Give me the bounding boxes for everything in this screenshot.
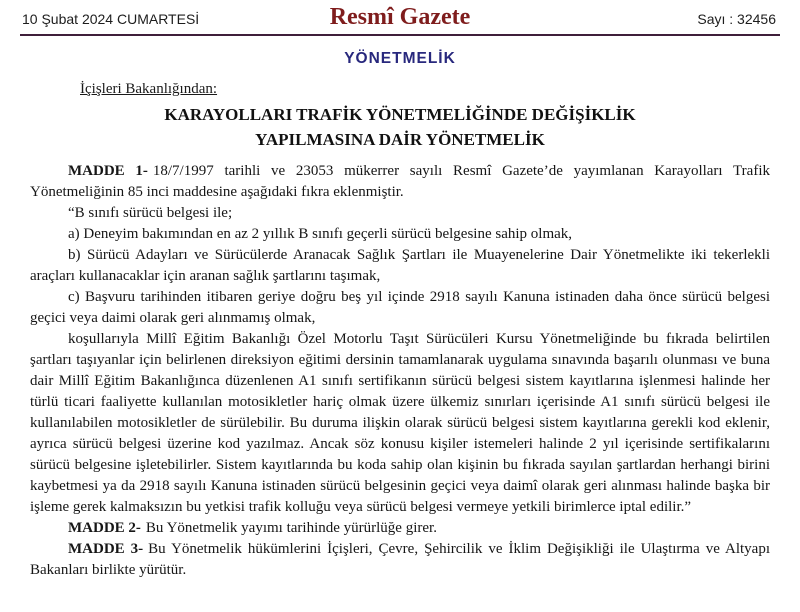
issue-date: 10 Şubat 2024 CUMARTESİ: [22, 11, 200, 27]
madde-2-text: Bu Yönetmelik yayımı tarihinde yürürlüğe girer.: [145, 520, 437, 537]
issue-number: Sayı : 32456: [697, 11, 776, 27]
madde-3-text: Bu Yönetmelik hükümlerini İçişleri, Çevre, Şehircilik ve İklim Değişikliği ile Ulaştırma ve Altyapı Bakanları birlikte yürütür.: [30, 541, 770, 579]
paragraph-clause-a: [30, 224, 770, 245]
madde-1-label: MADDE 1-: [68, 163, 148, 180]
madde-1-text: 18/7/1997 tarihli ve 23053 mükerrer sayılı Resmî Gazete’de yayımlanan Karayolları Trafik Yönetmeliğinin 85 inci maddesine aşağıdaki fıkra eklenmiştir.: [30, 163, 771, 201]
paragraph-clause-intro: [30, 203, 770, 224]
regulation-title-line2: YAPILMASINA DAİR YÖNETMELİK: [255, 129, 545, 149]
header-divider: [20, 34, 780, 36]
paragraph-clause-b: [30, 245, 770, 287]
section-heading: YÖNETMELİK: [344, 50, 456, 67]
regulation-title: [30, 103, 770, 152]
ministry-line: İçişleri Bakanlığından:: [80, 81, 218, 97]
conditions-text: koşullarıyla Millî Eğitim Bakanlığı Özel Motorlu Taşıt Sürücüleri Kursu Yönetmeliğinde bu fıkrada belirtilen şartları taşıyanlar için belirlenen direksiyon eğitimi dersinin tamamlanarak uygulama sınavında başarılı olunması ve buna dair Millî Eğitim Bakanlığınca düzenlenen A1 sınıfı sertifikanın sürücü belgesi sistem kayıtlarına işlenmesi halinde her türlü ticari faaliyette kullanılan motosikletler hariç olmak üzere ülkemiz sınırları içerisinde A1 sınıfı sürücü belgesi ile kullanılabilen motosikletler de sürülebilir. Bu duruma ilişkin olarak sürücü belgesi sistem kayıtlarına gerekli kod eklenir, ayrıca sürücü belgesi üzerine kod yazılmaz. Ancak söz konusu kişiler istemeleri halinde 2 yıl içerisinde sertifikalarını sürücü belgesine işletebilirler. Sistem kayıtlarında bu koda sahip olan kişinin bu fıkrada sayılan şartlardan herhangi birini kaybetmesi ya da 2918 sayılı Kanuna istinaden sürücü belgesinin geçici veya daimî olarak geri alınması halinde başka bir işleme gerek kalmaksızın bu yetkisi trafik kolluğu veya sürücü belgesi vermeye yetkili birimlerce iptal edilir.”: [30, 331, 770, 516]
clause-intro-text: “B sınıfı sürücü belgesi ile;: [68, 205, 233, 222]
masthead-title: Resmî Gazete: [329, 4, 471, 30]
clause-b-text: b) Sürücü Adayları ve Sürücülerde Aranacak Sağlık Şartları ile Muayenelerine Dair Yönetmelikte iki tekerlekli araçları kullanacaklar için aranan sağlık şartlarını taşımak,: [30, 247, 770, 285]
paragraph-madde-1: [30, 161, 770, 203]
clause-c-text: c) Başvuru tarihinden itibaren geriye doğru beş yıl içinde 2918 sayılı Kanuna istinaden daha önce sürücü belgesi geçici veya daimi olarak geri alınmamış olmak,: [30, 289, 770, 327]
regulation-body: [30, 81, 770, 581]
paragraph-conditions: [30, 329, 770, 518]
paragraph-clause-c: [30, 287, 770, 329]
clause-a-text: a) Deneyim bakımından en az 2 yıllık B sınıfı geçerli sürücü belgesine sahip olmak,: [68, 226, 573, 243]
paragraph-madde-3: [30, 539, 770, 581]
madde-3-label: MADDE 3-: [68, 541, 144, 558]
paragraph-madde-2: [30, 518, 770, 539]
madde-2-label: MADDE 2-: [68, 520, 141, 537]
regulation-title-line1: KARAYOLLARI TRAFİK YÖNETMELİĞİNDE DEĞİŞİKLİK: [164, 105, 636, 124]
masthead-header: [0, 0, 800, 34]
